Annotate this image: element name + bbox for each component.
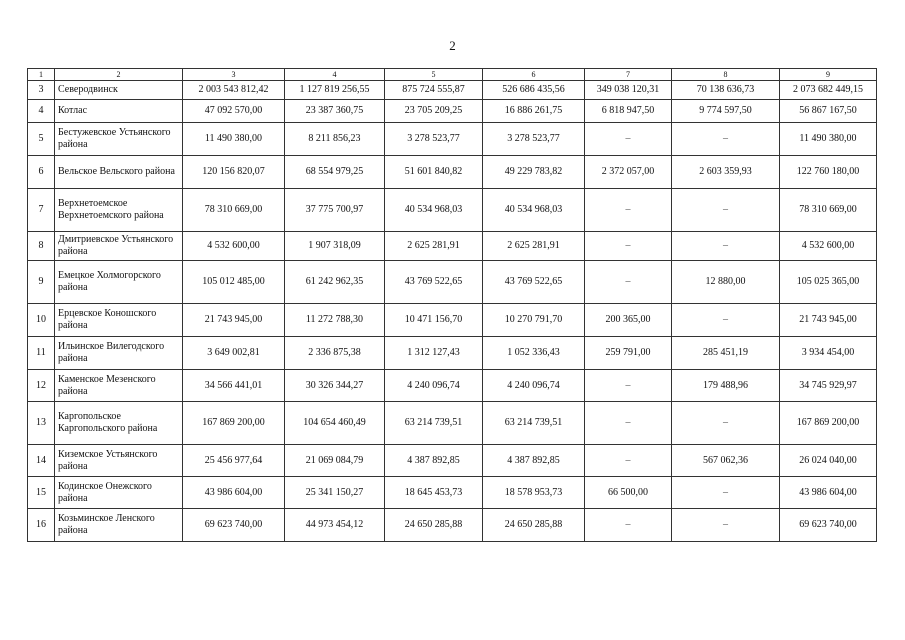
value-cell: 1 127 819 256,55 [285, 81, 385, 100]
value-cell: 9 774 597,50 [672, 100, 780, 123]
value-cell: 349 038 120,31 [585, 81, 672, 100]
value-cell: 34 745 929,97 [780, 370, 877, 402]
value-cell: – [672, 189, 780, 232]
page-number: 2 [449, 38, 456, 53]
value-cell: – [672, 123, 780, 156]
value-cell: 105 012 485,00 [183, 261, 285, 304]
value-cell: 26 024 040,00 [780, 445, 877, 477]
value-cell: 8 211 856,23 [285, 123, 385, 156]
value-cell: 3 278 523,77 [483, 123, 585, 156]
value-cell: 1 052 336,43 [483, 337, 585, 370]
value-cell: 10 270 791,70 [483, 304, 585, 337]
value-cell: 43 769 522,65 [483, 261, 585, 304]
value-cell: 70 138 636,73 [672, 81, 780, 100]
value-cell: 120 156 820,07 [183, 156, 285, 189]
value-cell: 23 387 360,75 [285, 100, 385, 123]
value-cell: 11 490 380,00 [780, 123, 877, 156]
value-cell: 43 986 604,00 [183, 477, 285, 509]
header-cell: 4 [285, 69, 385, 81]
value-cell: – [585, 509, 672, 542]
value-cell: 2 625 281,91 [385, 232, 483, 261]
table-row [28, 81, 877, 100]
value-cell: 21 069 084,79 [285, 445, 385, 477]
header-cell: 9 [780, 69, 877, 81]
value-cell: 51 601 840,82 [385, 156, 483, 189]
value-cell: 526 686 435,56 [483, 81, 585, 100]
table-body [28, 81, 877, 542]
value-cell: – [585, 402, 672, 445]
value-cell: 2 625 281,91 [483, 232, 585, 261]
value-cell: 4 387 892,85 [483, 445, 585, 477]
value-cell: 47 092 570,00 [183, 100, 285, 123]
value-cell: 18 645 453,73 [385, 477, 483, 509]
value-cell: 11 272 788,30 [285, 304, 385, 337]
header-cell: 5 [385, 69, 483, 81]
value-cell: 40 534 968,03 [483, 189, 585, 232]
value-cell: 122 760 180,00 [780, 156, 877, 189]
value-cell: 2 603 359,93 [672, 156, 780, 189]
value-cell: 200 365,00 [585, 304, 672, 337]
value-cell: 104 654 460,49 [285, 402, 385, 445]
value-cell: 23 705 209,25 [385, 100, 483, 123]
value-cell: 24 650 285,88 [483, 509, 585, 542]
value-cell: 18 578 953,73 [483, 477, 585, 509]
municipality-name: Киземское Устьянского района [55, 445, 183, 477]
value-cell: 259 791,00 [585, 337, 672, 370]
value-cell: 6 818 947,50 [585, 100, 672, 123]
row-number: 5 [28, 123, 55, 156]
value-cell: – [672, 509, 780, 542]
table-row [28, 100, 877, 123]
value-cell: 49 229 783,82 [483, 156, 585, 189]
row-number: 4 [28, 100, 55, 123]
row-number: 14 [28, 445, 55, 477]
value-cell: 25 456 977,64 [183, 445, 285, 477]
value-cell: 69 623 740,00 [183, 509, 285, 542]
value-cell: 2 073 682 449,15 [780, 81, 877, 100]
value-cell: 10 471 156,70 [385, 304, 483, 337]
value-cell: 78 310 669,00 [183, 189, 285, 232]
value-cell: – [585, 261, 672, 304]
municipality-name: Дмитриевское Устьянского района [55, 232, 183, 261]
value-cell: 4 387 892,85 [385, 445, 483, 477]
row-number: 9 [28, 261, 55, 304]
value-cell: 875 724 555,87 [385, 81, 483, 100]
municipality-name: Кодинское Онежского района [55, 477, 183, 509]
value-cell: 63 214 739,51 [483, 402, 585, 445]
municipality-name: Каргопольское Каргопольского района [55, 402, 183, 445]
value-cell: 4 240 096,74 [483, 370, 585, 402]
header-cell: 6 [483, 69, 585, 81]
value-cell: 179 488,96 [672, 370, 780, 402]
table-row [28, 370, 877, 402]
header-row [28, 69, 877, 81]
value-cell: – [672, 304, 780, 337]
value-cell: – [672, 402, 780, 445]
value-cell: 12 880,00 [672, 261, 780, 304]
value-cell: 30 326 344,27 [285, 370, 385, 402]
value-cell: 3 934 454,00 [780, 337, 877, 370]
budget-table [27, 68, 877, 542]
municipality-name: Котлас [55, 100, 183, 123]
value-cell: 285 451,19 [672, 337, 780, 370]
row-number: 3 [28, 81, 55, 100]
table-row [28, 156, 877, 189]
row-number: 8 [28, 232, 55, 261]
value-cell: 1 907 318,09 [285, 232, 385, 261]
value-cell: 1 312 127,43 [385, 337, 483, 370]
row-number: 16 [28, 509, 55, 542]
value-cell: 167 869 200,00 [183, 402, 285, 445]
table-row [28, 304, 877, 337]
value-cell: 34 566 441,01 [183, 370, 285, 402]
value-cell: 105 025 365,00 [780, 261, 877, 304]
value-cell: 3 649 002,81 [183, 337, 285, 370]
municipality-name: Ильинское Вилегодского района [55, 337, 183, 370]
municipality-name: Козьминское Ленского района [55, 509, 183, 542]
value-cell: – [585, 123, 672, 156]
value-cell: 68 554 979,25 [285, 156, 385, 189]
row-number: 11 [28, 337, 55, 370]
value-cell: 44 973 454,12 [285, 509, 385, 542]
row-number: 13 [28, 402, 55, 445]
row-number: 7 [28, 189, 55, 232]
value-cell: 21 743 945,00 [183, 304, 285, 337]
value-cell: 11 490 380,00 [183, 123, 285, 156]
value-cell: – [585, 370, 672, 402]
value-cell: 37 775 700,97 [285, 189, 385, 232]
value-cell: 78 310 669,00 [780, 189, 877, 232]
municipality-name: Вельское Вельского района [55, 156, 183, 189]
municipality-name: Ерцевское Коношского района [55, 304, 183, 337]
value-cell: 43 986 604,00 [780, 477, 877, 509]
table-row [28, 509, 877, 542]
value-cell: 167 869 200,00 [780, 402, 877, 445]
value-cell: 66 500,00 [585, 477, 672, 509]
value-cell: – [672, 477, 780, 509]
table-row [28, 261, 877, 304]
value-cell: 4 532 600,00 [780, 232, 877, 261]
header-cell: 8 [672, 69, 780, 81]
value-cell: 43 769 522,65 [385, 261, 483, 304]
value-cell: – [585, 189, 672, 232]
value-cell: 3 278 523,77 [385, 123, 483, 156]
header-cell: 2 [55, 69, 183, 81]
table-row [28, 445, 877, 477]
value-cell: – [672, 232, 780, 261]
row-number: 6 [28, 156, 55, 189]
value-cell: 40 534 968,03 [385, 189, 483, 232]
value-cell: 2 336 875,38 [285, 337, 385, 370]
table-header [28, 69, 877, 81]
table-row [28, 477, 877, 509]
value-cell: 567 062,36 [672, 445, 780, 477]
municipality-name: Верхнетоемское Верхнетоемского района [55, 189, 183, 232]
value-cell: – [585, 445, 672, 477]
municipality-name: Северодвинск [55, 81, 183, 100]
table-row [28, 402, 877, 445]
header-cell: 7 [585, 69, 672, 81]
value-cell: – [585, 232, 672, 261]
row-number: 15 [28, 477, 55, 509]
value-cell: 69 623 740,00 [780, 509, 877, 542]
row-number: 12 [28, 370, 55, 402]
municipality-name: Бестужевское Устьянского района [55, 123, 183, 156]
value-cell: 63 214 739,51 [385, 402, 483, 445]
value-cell: 21 743 945,00 [780, 304, 877, 337]
header-cell: 3 [183, 69, 285, 81]
value-cell: 4 532 600,00 [183, 232, 285, 261]
value-cell: 4 240 096,74 [385, 370, 483, 402]
table-row [28, 123, 877, 156]
table-row [28, 232, 877, 261]
value-cell: 61 242 962,35 [285, 261, 385, 304]
table-row [28, 337, 877, 370]
value-cell: 56 867 167,50 [780, 100, 877, 123]
header-cell: 1 [28, 69, 55, 81]
municipality-name: Емецкое Холмогорского района [55, 261, 183, 304]
municipality-name: Каменское Мезенского района [55, 370, 183, 402]
value-cell: 16 886 261,75 [483, 100, 585, 123]
value-cell: 25 341 150,27 [285, 477, 385, 509]
value-cell: 24 650 285,88 [385, 509, 483, 542]
table-row [28, 189, 877, 232]
row-number: 10 [28, 304, 55, 337]
value-cell: 2 003 543 812,42 [183, 81, 285, 100]
value-cell: 2 372 057,00 [585, 156, 672, 189]
